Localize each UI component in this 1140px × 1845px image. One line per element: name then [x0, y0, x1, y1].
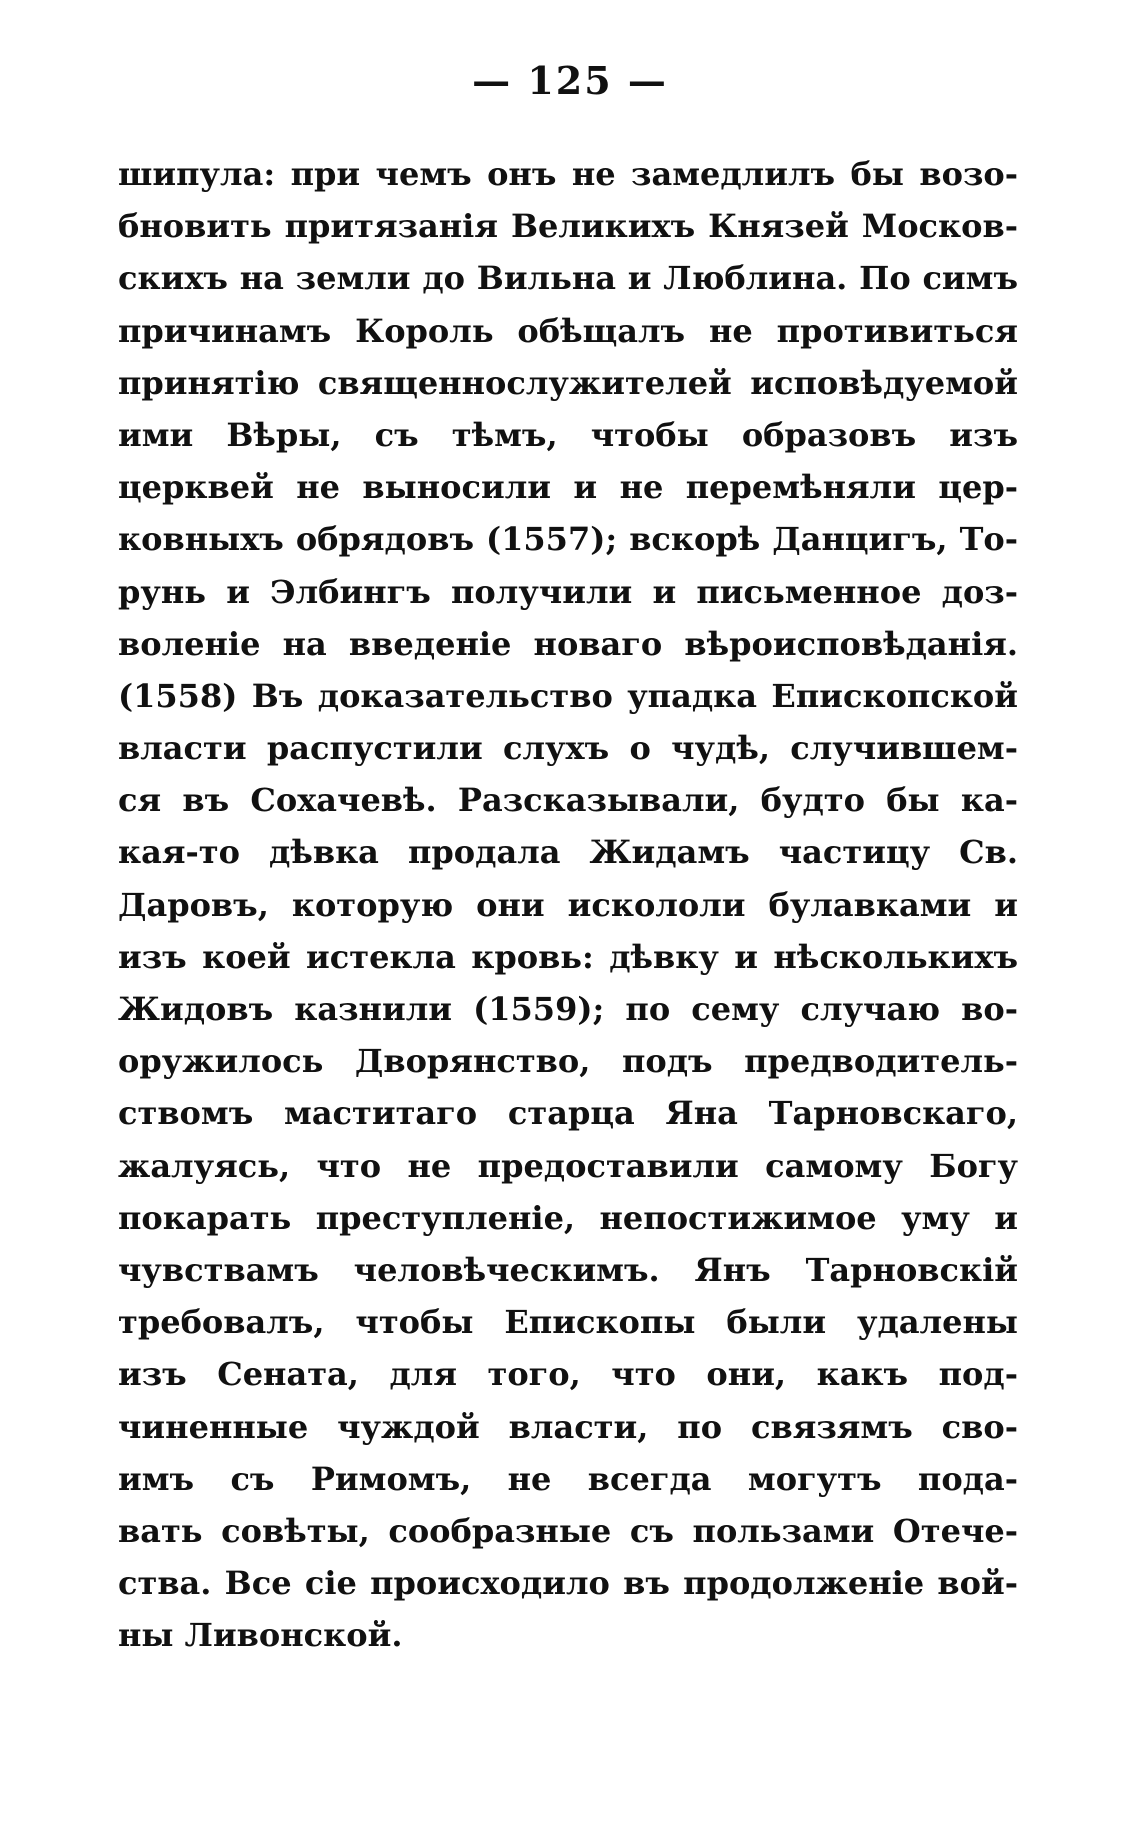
text-line: власти распустили слухъ о чудѣ, случившем- — [118, 729, 1018, 768]
text-line: чувствамъ человѣческимъ. Янъ Тарновскій — [118, 1250, 1018, 1289]
text-line: чиненные чуждой власти, по связямъ сво- — [118, 1407, 1018, 1446]
text-line: покарать преступленіе, непостижимое уму и — [118, 1198, 1018, 1237]
text-line: оружилось Дворянство, подъ предводитель- — [118, 1042, 1018, 1081]
text-line: жалуясь, что не предоставили самому Богу — [118, 1146, 1018, 1185]
text-line: Жидовъ казнили (1559); по сему случаю во- — [118, 990, 1018, 1028]
text-line: ства. Все сіе происходило въ продолженіе вой- — [118, 1564, 1018, 1603]
text-line: требовалъ, чтобы Епископы были удалены — [118, 1303, 1018, 1342]
text-line: шипула: при чемъ онъ не замедлилъ бы возо- — [118, 155, 1018, 193]
text-line: ся въ Сохачевѣ. Разсказывали, будто бы ка- — [118, 781, 1018, 820]
text-line: изъ коей истекла кровь: дѣвку и нѣсколькихъ — [118, 937, 1018, 976]
text-line: (1558) Въ доказательство упадка Епископской — [118, 676, 1018, 715]
text-line: ствомъ маститаго старца Яна Тарновскаго, — [118, 1094, 1018, 1133]
text-line: воленіе на введеніе новаго вѣроисповѣданія. — [118, 624, 1018, 663]
text-line: кая-то дѣвка продала Жидамъ частицу Св. — [118, 833, 1018, 872]
text-line: церквей не выносили и не перемѣняли цер- — [118, 468, 1018, 507]
text-line: Даровъ, которую они искололи булавками и — [118, 885, 1018, 924]
text-line: причинамъ Король обѣщалъ не противиться — [118, 311, 1018, 350]
text-line: имъ съ Римомъ, не всегда могутъ пода- — [118, 1459, 1018, 1498]
text-line: вать совѣты, сообразные съ пользами Отече- — [118, 1511, 1018, 1550]
text-line: бновить притязанія Великихъ Князей Москов- — [118, 207, 1018, 246]
text-line: изъ Сената, для того, что они, какъ под- — [118, 1355, 1018, 1394]
text-line: ковныхъ обрядовъ (1557); вскорѣ Данцигъ, То- — [118, 520, 1018, 559]
text-line: рунь и Элбингъ получили и письменное доз- — [118, 572, 1018, 611]
text-line: ими Вѣры, съ тѣмъ, чтобы образовъ изъ — [118, 415, 1018, 454]
body-text — [118, 148, 1018, 1661]
text-line-last: ны Ливонской. — [118, 1616, 403, 1655]
text-line: скихъ на земли до Вильна и Люблина. По симъ — [118, 259, 1018, 298]
page-number: — 125 — — [472, 58, 668, 103]
text-line: принятію священнослужителей исповѣдуемой — [118, 363, 1018, 402]
